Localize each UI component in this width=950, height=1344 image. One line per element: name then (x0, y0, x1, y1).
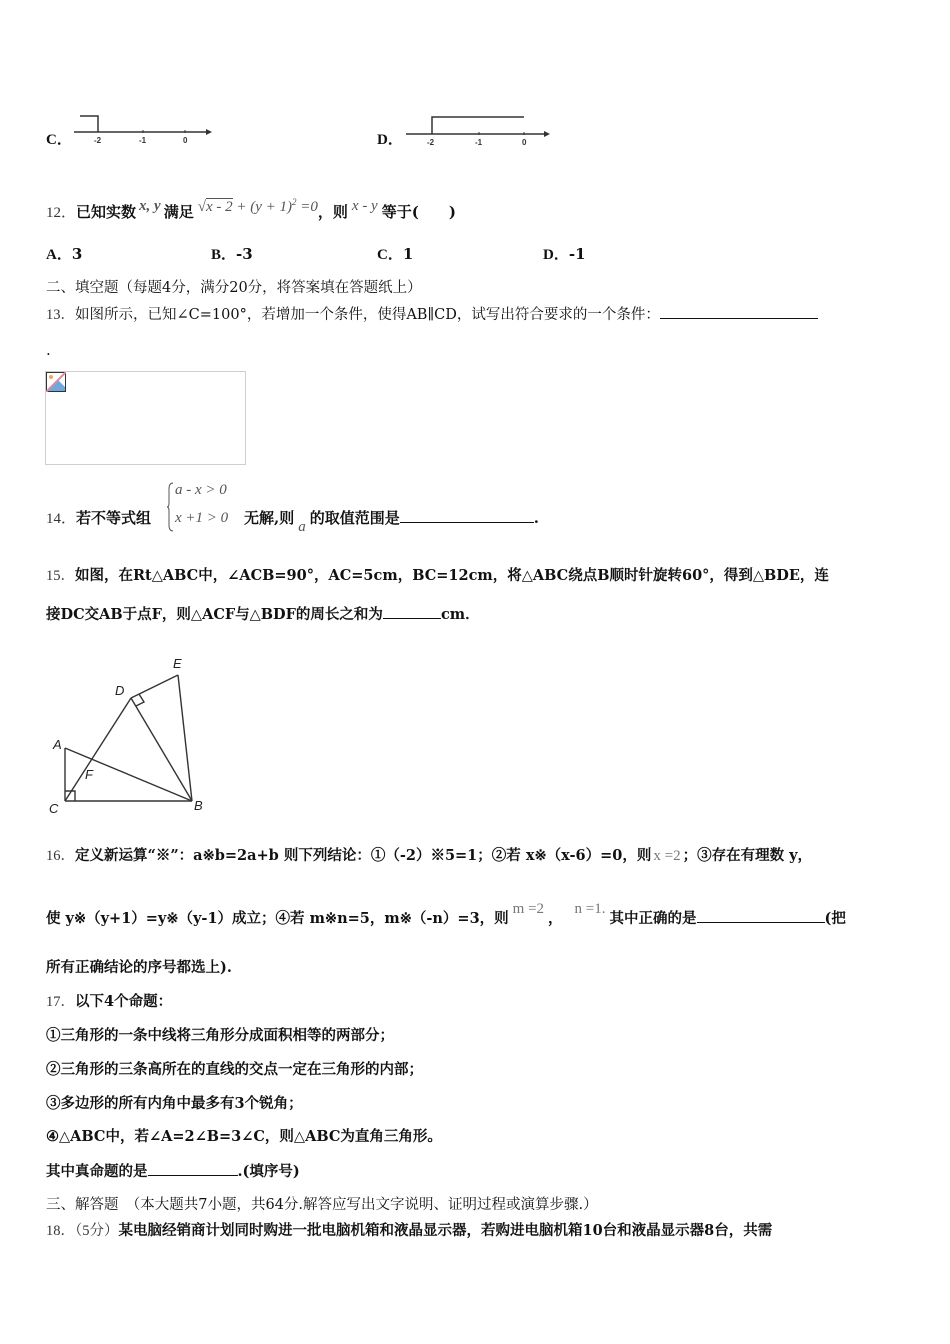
q12-text: 已知实数 (76, 203, 137, 221)
q17-question: 其中真命题的是 .(填序号) (46, 1163, 300, 1180)
q18-number: 18． (46, 1223, 75, 1239)
q16-math-n: n =1. (574, 901, 606, 917)
q13-figure-image (45, 371, 246, 465)
q17-intro: 17．以下4个命题： (46, 993, 173, 1010)
q15-triangle-figure (44, 648, 216, 816)
q16-line-3: 所有正确结论的序号都选上). (46, 959, 232, 976)
q11-option-c-label: C． (46, 132, 72, 148)
tick-label: 0 (522, 138, 527, 147)
q17-item-2: ②三角形的三条高所在的直线的交点一定在三角形的内部； (46, 1061, 423, 1078)
q12-var-xy: x, y (139, 198, 161, 214)
q14-inequality-1: a - x > 0 (175, 482, 227, 498)
q12-option-d: D．-1 (543, 245, 586, 263)
q16-line-1: 16．定义新运算“※”：a※b=2a+b 则下列结论：①（-2）※5=1；②若 x※（x-6）=0，则 x =2 ；③存在有理数 y， (46, 847, 813, 864)
q14-answer-blank[interactable] (400, 508, 534, 523)
tick-label: -1 (475, 138, 483, 147)
q12-text: 满足 (163, 203, 194, 221)
q11-option-c-number-line (72, 110, 212, 146)
q16-answer-blank[interactable] (697, 908, 825, 923)
q12-option-a: A．3 (46, 245, 83, 263)
label-b: B (194, 798, 203, 813)
q12-equation: $√x - 2 + (y + 1)^2 =0$ (197, 197, 318, 215)
q12-text: 等于( ) (381, 203, 456, 221)
q17-item-4: ④△ABC中，若∠A=2∠B=3∠C，则△ABC为直角三角形。 (46, 1128, 442, 1145)
q11-option-d-number-line (404, 110, 556, 148)
q11-option-d-label: D． (377, 132, 403, 148)
tick-label: 0 (183, 136, 188, 145)
q14-question: 14．若不等式组 (46, 509, 152, 527)
q15-line-2: 接DC交AB于点F，则△ACF与△BDF的周长之和为 cm． (46, 606, 480, 623)
q18-points: （5分） (75, 1223, 119, 1239)
q15-number: 15． (46, 568, 75, 584)
q12-option-c: C．1 (377, 245, 414, 263)
q13-question (46, 304, 818, 325)
label-d: D (115, 683, 125, 698)
q15-line-1: 15．如图，在Rt△ABC中，∠ACB=90°，AC=5cm，BC=12cm，将△ABC绕点B顺时针旋转60°，得到△BDE，连 (46, 567, 829, 584)
q15-answer-blank[interactable] (383, 604, 441, 619)
tick-label: -1 (139, 136, 147, 145)
label-c: C (49, 801, 59, 816)
tick-label: -2 (427, 138, 435, 147)
q13-text: 如图所示，已知∠C=100°，若增加一个条件，使得AB∥CD，试写出符合要求的一个条件： (75, 307, 660, 323)
q14-number: 14． (46, 511, 77, 527)
q17-answer-blank[interactable] (148, 1161, 238, 1176)
q12-text: ，则 (317, 203, 348, 221)
q12-number: 12． (46, 205, 77, 221)
q14-inequality-2: x +1 > 0 (175, 510, 229, 526)
tick-label: -2 (94, 136, 102, 145)
q12-expr: x - y (351, 198, 378, 214)
q17-item-3: ③多边形的所有内角中最多有3个锐角； (46, 1095, 303, 1112)
section-3-title: 三、解答题 （本大题共7小题，共64分.解答应写出文字说明、证明过程或演算步骤.） (46, 1197, 598, 1213)
q17-item-1: ①三角形的一条中线将三角形分成面积相等的两部分； (46, 1027, 394, 1044)
q14-question-cont: 无解,则 a 的取值范围是 . (244, 509, 539, 535)
q16-math-x: x =2 (653, 848, 681, 864)
q14-inequality-system (166, 481, 246, 533)
q14-var-a: a (298, 519, 306, 535)
label-a: A (53, 737, 62, 752)
q16-math-m: m =2 (512, 901, 545, 917)
label-e: E (173, 656, 182, 671)
q12-question (46, 198, 456, 223)
q16-line-2: 使 y※（y+1）=y※（y-1）成立；④若 m※n=5，m※（-n）=3，则m =2，n =1.其中正确的是 (把 (46, 901, 846, 927)
q13-number: 13． (46, 307, 75, 323)
q13-tail: . (46, 341, 51, 359)
q17-number: 17． (46, 994, 75, 1010)
brace-icon (166, 481, 174, 533)
broken-image-icon (46, 372, 66, 392)
q13-answer-blank[interactable] (660, 304, 818, 319)
q18-question: 18．（5分）某电脑经销商计划同时购进一批电脑机箱和液晶显示器，若购进电脑机箱10台和液晶显示器8台，共需 (46, 1222, 773, 1239)
q16-number: 16． (46, 848, 75, 864)
section-2-title: 二、填空题（每题4分，满分20分，将答案填在答题纸上） (46, 280, 422, 296)
label-f: F (85, 767, 93, 782)
q12-option-b: B．-3 (211, 245, 253, 263)
